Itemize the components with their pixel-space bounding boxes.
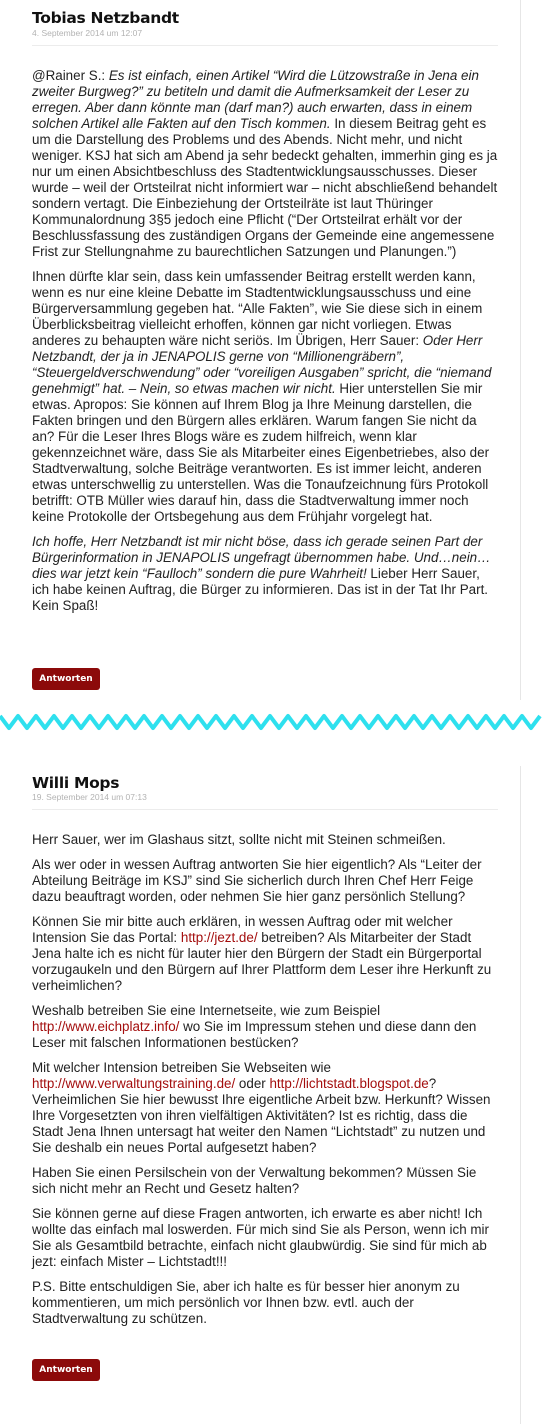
comment-paragraph: Haben Sie einen Persilschein von der Verwaltung bekommen? Müssen Sie sich nicht mehr an Recht und Gesetz halten? bbox=[32, 1165, 477, 1196]
paragraph-text: oder bbox=[235, 1076, 270, 1091]
comment-header-divider bbox=[32, 45, 498, 46]
comment-header-divider bbox=[32, 809, 498, 810]
comment-paragraph bbox=[32, 534, 498, 614]
paragraph-text: betreiben? Als Mitarbeiter der Stadt Jena halte ich es nicht für lauter hier den Bürgern der Stadt ein Bürgerportal vorzugaukeln und den Bürgern auf Ihrer Plattform dem Leser ihre Herkunft zu verheimlichen? bbox=[32, 930, 492, 993]
link-lichtstadt-blog[interactable]: http://lichtstadt.blogspot.de bbox=[269, 1076, 429, 1091]
comment-paragraph bbox=[32, 914, 498, 994]
paragraph-text: Weshalb betreiben Sie eine Internetseite, wie zum Beispiel bbox=[32, 1003, 381, 1018]
paragraph-text: In diesem Beitrag geht es um die Darstellung des Problems und des Abends. Nicht mehr, und nicht weniger. KSJ hat sich am Abend ja sehr bedeckt gehalten, immerhin ging es ja nur um einen Absichtbeschluss des Stadtentwicklungsausschusses. Dieser wurde – weil der Ortsteilrat nicht informiert war – nicht abschließend behandelt sondern vertagt. Die Einbeziehung der Ortsteilräte ist laut Thüringer Kommunalordnung 3§5 jedoch eine Pflicht (“Der Ortsteilrat erhält vor der Beschlussfassung des zuständigen Organs der Gemeinde eine angemessene Frist zur Stellungnahme zu baurechtlichen Satzungen und Planungen.”) bbox=[32, 116, 498, 259]
paragraph-text: Hier unterstellen Sie mir etwas. Apropos: Sie können auf Ihrem Blog ja Ihre Meinung darstellen, die Fakten bringen und den Bürgern alles erklären. Warum fangen Sie nicht da an? Für die Leser Ihres Blogs wäre es zudem hilfreich, wenn klar gekennzeichnet wäre, dass Sie als Mitarbeiter eines Eigenbetriebes, also der Stadtverwaltung, solche Beiträge verantworten. Es ist immer leicht, anderen etwas unterschwellig zu unterstellen. Was die Tonaufzeichnung fürs Protokoll betrifft: OTB Müller wies darauf hin, dass die Stadtverwaltung immer noch keine Protokolle der Ortsbegehung aus dem Frühjahr vorgelegt hat. bbox=[32, 381, 490, 524]
paragraph-text: Ihnen dürfte klar sein, dass kein umfassender Beitrag erstellt werden kann, wenn es nur eine kleine Debatte im Stadtentwicklungsausschuss und eine Bürgerversammlung gegeben hat. “Alle Fakten”, wie Sie diese sich in einem Überblicksbeitrag vielleicht erhoffen, können gar nicht vorliegen. Etwas anderes zu behaupten wäre nicht seriös. Im Übrigen, Herr Sauer: bbox=[32, 269, 483, 348]
paragraph-text: Lieber Herr Sauer, ich habe keinen Auftrag, die Bürger zu informieren. Das ist in der Tat Ihr Part. Kein Spaß! bbox=[32, 566, 489, 613]
comment-date[interactable]: 4. September 2014 um 12:07 bbox=[32, 28, 143, 38]
quoted-text: Es ist einfach, einen Artikel “Wird die Lützowstraße in Jena ein zweiter Burgweg?” zu betiteln und damit die Aufmerksamkeit der Leser zu erregen. Aber dann könnte man (darf man?) auch erwarten, dass in einem solchen Artikel alle Fakten auf den Tisch kommen. bbox=[32, 68, 479, 131]
comment-willi-mops bbox=[0, 766, 520, 1424]
comment-paragraph bbox=[32, 1003, 498, 1051]
comment-paragraph: Herr Sauer, wer im Glashaus sitzt, sollte nicht mit Steinen schmeißen. bbox=[32, 832, 446, 847]
reply-button[interactable]: Antworten bbox=[32, 1359, 100, 1381]
comment-column-border bbox=[520, 766, 521, 1424]
quoted-text: Ich hoffe, Herr Netzbandt ist mir nicht böse, dass ich gerade seinen Part der Bürgerinformation in JENAPOLIS ungefragt übernommen habe. Und…nein…dies war jetzt kein “Faulloch” sondern die pure Wahrheit! bbox=[32, 534, 491, 581]
comment-paragraph bbox=[32, 68, 498, 260]
comment-author: Willi Mops bbox=[32, 774, 120, 792]
zigzag-divider bbox=[0, 708, 547, 738]
mention: @Rainer S.: bbox=[32, 68, 109, 83]
comment-body bbox=[32, 832, 498, 1336]
comment-author: Tobias Netzbandt bbox=[32, 9, 179, 27]
paragraph-text: ? Verheimlichen Sie hier bewusst Ihre eigentliche Arbeit bzw. Herkunft? Wissen Ihre Vorgesetzten von ihren vielfältigen Aktivitäten? Ist es richtig, dass die Stadt Jena Ihnen untersagt hat weiter den Namen “Lichtstadt” zu nutzen und Sie deshalb ein neues Portal aufgesetzt haben? bbox=[32, 1076, 491, 1155]
paragraph-text: wo Sie im Impressum stehen und diese dann den Leser mit falschen Informationen bestücken? bbox=[32, 1019, 477, 1050]
quoted-text: Oder Herr Netzbandt, der ja in JENAPOLIS gerne von “Millionengräbern”, “Steuergeldverschwendung” oder “voreiligen Ausgaben” spricht, die “niemand genehmigt” hat. – Nein, so etwas machen wir nicht. bbox=[32, 333, 492, 396]
comment-tobias-netzbandt bbox=[0, 0, 520, 700]
link-jezt[interactable]: http://jezt.de/ bbox=[180, 930, 258, 945]
comment-body bbox=[32, 68, 498, 623]
comment-paragraph: Als wer oder in wessen Auftrag antworten Sie hier eigentlich? Als “Leiter der Abteilung Beiträge im KSJ” sind Sie sicherlich durch Ihren Chef Herr Feige dazu beauftragt worden, oder nehmen Sie hier ganz persönlich Stellung? bbox=[32, 857, 482, 904]
paragraph-text: Mit welcher Intension betreiben Sie Webseiten wie bbox=[32, 1060, 331, 1075]
link-verwaltungstraining[interactable]: http://www.verwaltungstraining.de/ bbox=[32, 1076, 236, 1091]
comment-paragraph: Sie können gerne auf diese Fragen antworten, ich erwarte es aber nicht! Ich wollte das einfach mal loswerden. Für mich sind Sie als Person, wenn ich mir Sie als Gesamtbild betrachte, einfach nicht glaubwürdig. Sie sind für mich ab jezt: einfach Mister – Lichtstadt!!! bbox=[32, 1206, 489, 1269]
comment-paragraph: P.S. Bitte entschuldigen Sie, aber ich halte es für besser hier anonym zu kommentieren, um mich persönlich vor Ihnen bzw. evtl. auch der Stadtverwaltung zu schützen. bbox=[32, 1279, 460, 1326]
comment-paragraph bbox=[32, 1060, 498, 1156]
link-eichplatz[interactable]: http://www.eichplatz.info/ bbox=[32, 1019, 180, 1034]
paragraph-text: Können Sie mir bitte auch erklären, in wessen Auftrag oder mit welcher Intension Sie das Portal: bbox=[32, 914, 453, 945]
reply-button[interactable]: Antworten bbox=[32, 668, 100, 690]
comment-column-border bbox=[520, 0, 521, 700]
comment-paragraph bbox=[32, 269, 498, 525]
comment-date[interactable]: 19. September 2014 um 07:13 bbox=[32, 792, 147, 802]
